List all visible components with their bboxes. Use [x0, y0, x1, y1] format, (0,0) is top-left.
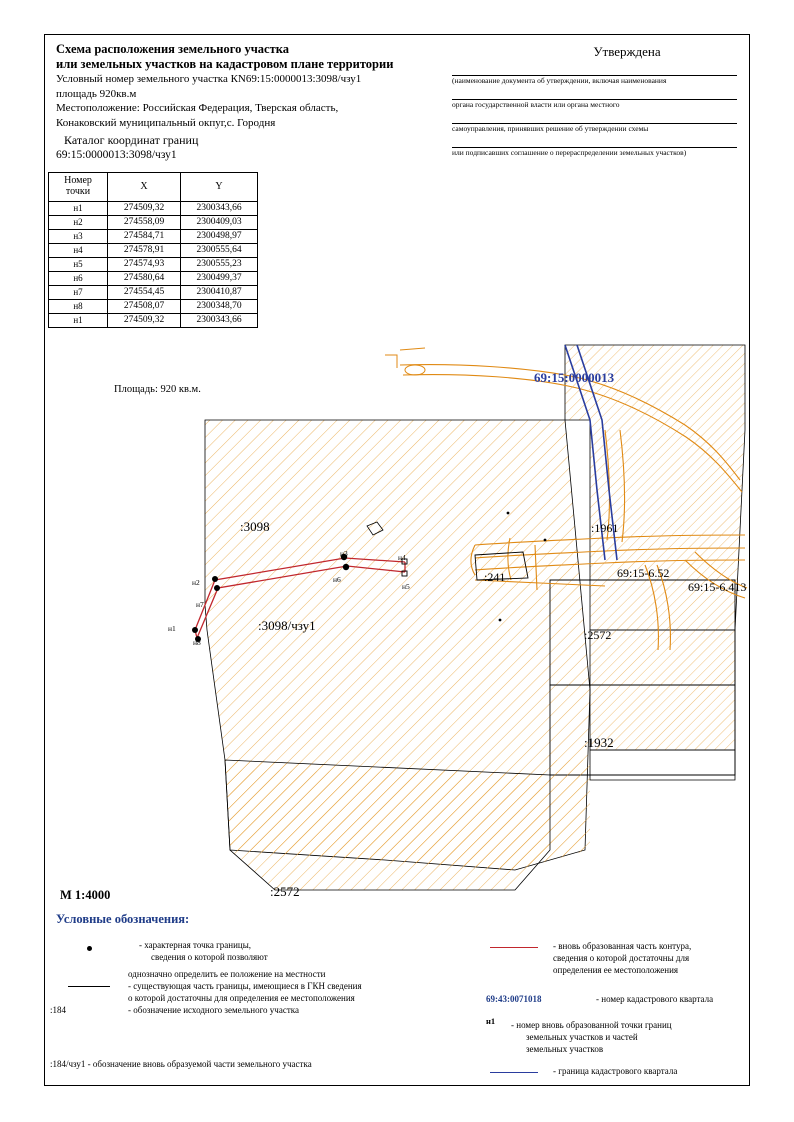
map-label: н8	[193, 638, 201, 647]
col-header-x: X	[108, 173, 181, 202]
map-svg	[45, 330, 749, 910]
area-line: площадь 920кв.м	[56, 87, 137, 100]
legend-new-contour-text-1: - вновь образованная часть контура,	[553, 941, 692, 951]
map-label: :2572	[584, 628, 612, 642]
legend-point-text-3: однозначно определить ее положение на местности	[128, 969, 326, 979]
cell-y: 2300410,87	[181, 286, 258, 300]
cell-point: н1	[49, 202, 108, 216]
cell-point: н4	[49, 244, 108, 258]
legend-existing-border-icon	[68, 986, 110, 987]
approval-block	[452, 44, 742, 170]
cell-point: н2	[49, 216, 108, 230]
cell-y: 2300343,66	[181, 202, 258, 216]
cell-x: 274558,09	[108, 216, 181, 230]
table-row	[49, 244, 258, 258]
legend-new-contour-text-3: определения ее местоположения	[553, 965, 679, 975]
table-row	[49, 300, 258, 314]
approval-title: Утверждена	[593, 44, 661, 59]
table-row	[49, 216, 258, 230]
legend-source-parcel-label: :184	[50, 1005, 67, 1015]
map-label: 69:15:0000013	[534, 370, 615, 385]
legend-new-contour-icon	[490, 947, 538, 948]
legend-new-point-text-3: земельных участков	[526, 1044, 604, 1054]
approval-row-1	[452, 74, 742, 98]
map-label: н4	[398, 553, 406, 562]
cell-y: 2300348,70	[181, 300, 258, 314]
map-label: н7	[196, 600, 204, 609]
approval-caption-3: самоуправления, принявших решение об утверждении схемы	[452, 124, 649, 133]
map-label: :241	[484, 570, 506, 584]
col-header-y: Y	[181, 173, 258, 202]
page-title-line-1: Схема расположения земельного участка	[56, 42, 289, 56]
cell-x: 274509,32	[108, 314, 181, 328]
cell-x: 274509,32	[108, 202, 181, 216]
title-block	[56, 42, 486, 162]
approval-row-3	[452, 122, 742, 146]
legend-quarter-border-text: - граница кадастрового квартала	[553, 1066, 678, 1076]
cell-point: н7	[49, 286, 108, 300]
catalog-subtitle: 69:15:0000013:3098/чзу1	[56, 149, 177, 161]
approval-caption-4: или подписавших соглашение о перераспределении земельных участков)	[452, 148, 687, 157]
catalog-title: Каталог координат границ	[64, 133, 199, 147]
cadastral-map	[45, 330, 749, 910]
cell-point: н1	[49, 314, 108, 328]
table-row	[49, 202, 258, 216]
legend-quarter-number-label: 69:43:0071018	[486, 994, 542, 1004]
approval-caption-1: (наименование документа об утверждении, включая наименования	[452, 76, 667, 85]
legend-new-contour-text-2: сведения о которой достаточны для	[553, 953, 690, 963]
cell-x: 274584,71	[108, 230, 181, 244]
map-label: :3098/чзу1	[258, 618, 316, 633]
cell-point: н6	[49, 272, 108, 286]
cadastral-number-line: Условный номер земельного участка КN⁩69:15:0000013:3098/чзу1	[56, 73, 362, 85]
quarter-blocks-right	[565, 345, 745, 780]
cell-y: 2300498,97	[181, 230, 258, 244]
table-row	[49, 258, 258, 272]
legend-point-text-1: - характерная точка границы,	[139, 940, 252, 950]
map-label: :3098	[240, 519, 270, 534]
table-row	[49, 314, 258, 328]
legend-new-point-text-2: земельных участков и частей	[526, 1032, 638, 1042]
map-label: н6	[333, 575, 341, 584]
cell-y: 2300343,66	[181, 314, 258, 328]
cell-point: н5	[49, 258, 108, 272]
location-line-1: Местоположение: Российская Федерация, Тверская область,	[56, 102, 339, 114]
legend-quarter-number-text: - номер кадастрового квартала	[596, 994, 714, 1004]
table-header-row	[49, 173, 258, 202]
table-row	[49, 230, 258, 244]
legend-quarter-border-icon	[490, 1072, 538, 1073]
road-details-top	[385, 348, 425, 375]
table-row	[49, 286, 258, 300]
location-line-2: Конаковский муниципальный окпуг,с. Городня	[56, 116, 276, 129]
approval-row-4	[452, 146, 742, 170]
cell-y: 2300555,64	[181, 244, 258, 258]
map-label: н2	[192, 578, 200, 587]
map-label: 69:15-6.413	[688, 580, 747, 594]
parcel-2572-bottom	[225, 760, 590, 890]
cell-x: 274578,91	[108, 244, 181, 258]
cell-x: 274574,93	[108, 258, 181, 272]
approval-caption-2: органа государственной власти или органа местного	[452, 100, 620, 109]
map-label: :1961	[591, 521, 619, 535]
table-row	[49, 272, 258, 286]
legend-new-part-text: :184/чзу1 - обозначение вновь образуемой части земельного участка	[50, 1059, 312, 1069]
map-label: н3	[340, 549, 348, 558]
legend-new-point-label: н1	[486, 1016, 496, 1026]
cell-point: н8	[49, 300, 108, 314]
legend-title: Условные обозначения:	[56, 912, 190, 926]
cell-x: 274554,45	[108, 286, 181, 300]
cell-y: 2300555,23	[181, 258, 258, 272]
cell-x: 274580,64	[108, 272, 181, 286]
cell-y: 2300499,37	[181, 272, 258, 286]
page-title-line-2: или земельных участков на кадастровом плане территории	[56, 57, 394, 71]
cell-y: 2300409,03	[181, 216, 258, 230]
col-header-point: Номер точки	[49, 173, 108, 202]
legend-source-parcel-text: - обозначение исходного земельного участка	[128, 1005, 299, 1015]
cell-x: 274508,07	[108, 300, 181, 314]
map-label: :2572	[270, 884, 300, 899]
map-label: :1932	[584, 735, 614, 750]
cell-point: н3	[49, 230, 108, 244]
legend-block	[50, 932, 746, 1082]
coordinates-table	[48, 172, 258, 328]
legend-existing-border-text-2: о которой достаточны для определения ее местоположения	[128, 993, 355, 1003]
map-label: н5	[402, 582, 410, 591]
table-body	[49, 202, 258, 328]
approval-row-2	[452, 98, 742, 122]
area-note: Площадь: 920 кв.м.	[114, 384, 201, 395]
map-label: н1	[168, 624, 176, 633]
map-scale: М 1:4000	[60, 888, 111, 902]
map-label: 69:15-6.52	[617, 566, 670, 580]
legend-new-point-text-1: - номер вновь образованной точки границ	[511, 1020, 672, 1030]
legend-point-text-2: сведения о которой позволяют	[151, 952, 268, 962]
legend-point-icon	[87, 946, 92, 951]
legend-existing-border-text-1: - существующая часть границы, имеющиеся в ГКН сведения	[128, 981, 362, 991]
